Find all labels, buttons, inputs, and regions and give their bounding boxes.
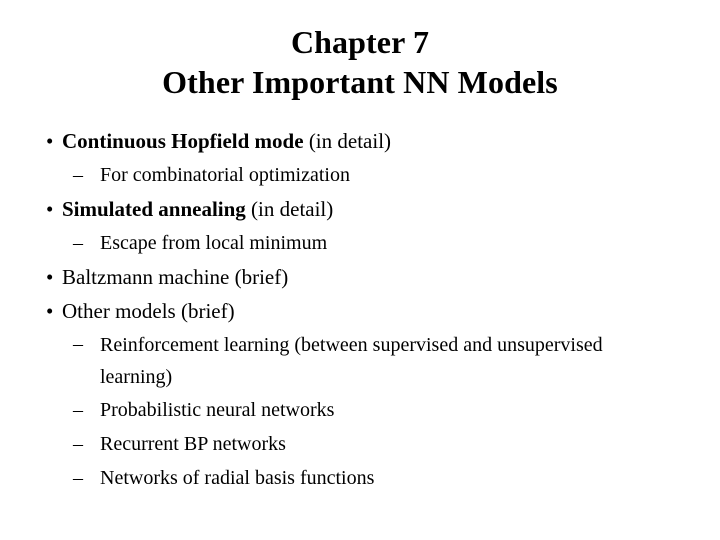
bullet-text-emphasis: Simulated annealing [62,197,246,221]
bullet-text [100,467,374,489]
bullet-text [100,164,350,186]
sub-bullet-item [0,328,720,393]
dot-bullet-icon: • [46,129,54,153]
bullet-item [0,192,720,226]
sub-bullet-item [0,427,720,461]
bullet-item [0,124,720,158]
bullet-text-plain: Escape from local minimum [100,232,328,254]
bullet-text-emphasis: Continuous Hopfield mode [62,129,304,153]
bullet-text [100,232,327,254]
bullet-text [100,334,603,388]
dash-bullet-icon: – [73,467,83,489]
bullet-text-plain: Reinforcement learning (between supervised and unsupervised learning) [100,334,603,388]
bullet-item [0,294,720,328]
dash-bullet-icon: – [73,333,83,355]
dot-bullet-icon: • [46,299,54,323]
dash-bullet-icon: – [73,164,83,186]
title-line-chapter: Chapter 7 [290,24,430,60]
bullet-text-plain: (in detail) [303,129,392,153]
bullet-text-plain: Probabilistic neural networks [100,399,335,421]
bullet-text [100,399,334,421]
bullet-text [62,265,288,289]
slide-body [0,124,720,495]
bullet-text-plain: Networks of radial basis functions [100,467,375,489]
slide-title [0,22,720,102]
bullet-text [62,299,235,323]
bullet-text-plain: Recurrent BP networks [100,433,286,455]
dash-bullet-icon: – [73,232,83,254]
title-line-subject: Other Important NN Models [162,64,558,100]
bullet-text [62,197,333,221]
sub-bullet-item [0,158,720,192]
bullet-text-plain: Baltzmann machine (brief) [62,265,289,289]
dot-bullet-icon: • [46,197,54,221]
bullet-text-plain: For combinatorial optimization [100,164,350,186]
bullet-text-plain: Other models (brief) [62,299,235,323]
sub-bullet-item [0,393,720,427]
bullet-text [100,433,286,455]
sub-bullet-item [0,226,720,260]
dot-bullet-icon: • [46,265,54,289]
dash-bullet-icon: – [73,399,83,421]
dash-bullet-icon: – [73,433,83,455]
bullet-text [62,129,391,153]
bullet-text-plain: (in detail) [245,197,334,221]
sub-bullet-item [0,461,720,495]
bullet-item [0,260,720,294]
